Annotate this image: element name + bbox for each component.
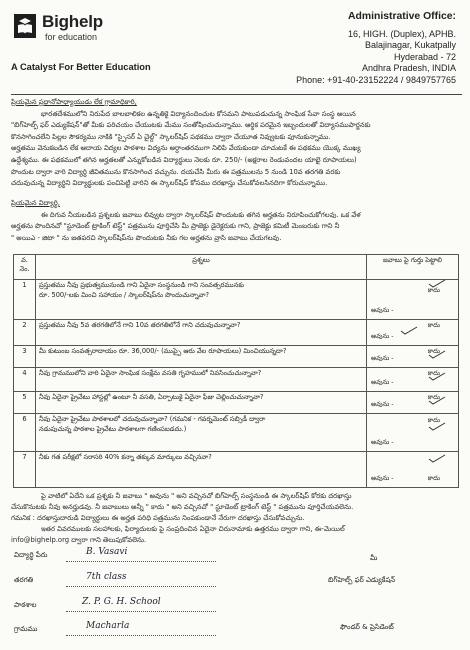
school-line — [66, 610, 216, 612]
student-class-value: 7th class — [86, 572, 127, 582]
intro-line: చదువుచున్న విద్యార్థిని విద్యార్థులకు పంచిపెట్టి వారిని ఈ స్కాలర్‌షిప్ కోసము దరఖాస్తు చేసుకోవలసినదిగా కోరుచున్నాము. — [11, 179, 328, 188]
question-text: నడుపుచున్న పాఠశాల ప్రైవేటు పాఠశాలగా గణింపబడదు.) — [39, 424, 187, 433]
brand-name: Bighelp — [42, 12, 103, 31]
no-option: కాదు — [427, 369, 440, 378]
question-cell — [36, 280, 367, 319]
intro-line: భారతదేశములోని నిరుపేద బాలబాలికల ఉన్నతికై విద్యానందించుట కోసమని పాటుపడుచున్న సాంఘిక సేవా సంస్థ అయిన — [41, 109, 356, 118]
header-divider — [11, 94, 462, 95]
table-row — [14, 280, 459, 319]
row-number: 7 — [14, 452, 36, 488]
table-row — [14, 319, 459, 345]
closing-line: చేసుకొనుటకు నీవు అనర్హుడవు. నీ జవాబులు అన్నీ " కాదు " అని వచ్చినచో " స్టూడెంట్ ట్రాకింగ్ టెస్ట్ " పత్రమును పూర్తిచేయవలెను. — [11, 503, 354, 511]
tagline: A Catalyst For Better Education — [11, 62, 151, 72]
question-cell — [36, 452, 367, 488]
intro-line: పొందుట ద్వారా వారి విద్యార్థి జీవితమును కొనసాగించ వచ్చును. దయచేసి మీరు ఈ పత్రములను 5 నుండి 10వ తరగతి వరకు — [11, 167, 341, 176]
question-text: నీవు ఏదైనా ప్రైవేటు హాస్టల్లో ఉంటూ నీ వసతి, ఏర్పాటుకై ఏదైనా ఫీజు చెల్లించుచున్నావా? — [39, 393, 264, 402]
student-line: " అయిఎ - జిటా " ను జతపరచి స్కాలర్‌షిప్‌ను పొందుటకు నీకు గల అర్హతను వ్రాసి జవాబు చేయగలవు. — [11, 233, 282, 242]
closing-line: గమనిక : దరఖాస్తుదారుడి విద్యార్థులు ఈ అర్హత పరిధి పత్రమును నింపకుండానే నేరుగా దరఖాస్తు చేసుకోవచ్చును. — [11, 514, 305, 522]
col-question-header: ప్రశ్నలు — [36, 255, 367, 280]
sign-top: మీ — [370, 554, 378, 562]
intro-line: "బిగ్‌హెల్ప్ ఫర్ ఎడ్యుకేషన్"తో మీకు పరిచయం చేయుటకు మేము సంతోషించుచున్నాము. ఆర్థిక పరమైన ఇబ్బందులతో విద్యాసముపార్జనకు — [11, 121, 371, 130]
question-text: మీ కుటుంబ సంవత్సరాదాయం రూ. 36,000/- (ముప్పై ఆరు వేల రూపాయలు) మించియున్నదా? — [39, 346, 287, 355]
checkmark-icon — [428, 280, 446, 289]
student-school-value: Z. P. G. H. School — [82, 597, 161, 607]
row-number: 1 — [14, 280, 36, 319]
table-row — [14, 452, 459, 488]
brand-subtitle: for education — [45, 32, 98, 42]
yes-option: అవును - — [371, 438, 394, 447]
question-text: నీవు ఏదైనా ప్రైవేటు పాఠశాలలో చదువుచున్నావా? (గమనిక - గవర్నమెంట్ సబ్సిడీ ద్వారా — [39, 414, 266, 423]
student-line: అర్హతను పొందినచో "స్టూడెంట్ ట్రాకింగ్ టెస్ట్" పత్రమును పూర్తిచేసి మీ ప్రాజెక్టు డైరెక్టరుకు గాని, ప్రాజెక్టు కమిటీ మెంబరుకు గాని నీ — [11, 222, 340, 231]
question-cell — [36, 345, 367, 368]
office-phone: Phone: +91-40-23152224 / 9849757765 — [296, 74, 456, 85]
yes-option: అవును - — [371, 331, 394, 340]
yes-option: అవును - — [371, 378, 394, 387]
no-option: కాదు — [427, 474, 440, 482]
field-label-name: విద్యార్థి పేరు — [14, 551, 48, 559]
question-text: ప్రస్తుతము నీవు ప్రభుత్వమునుండి గాని ఏదైనా సంస్థనుండి గాని సంవత్సరమునకు — [39, 281, 245, 290]
class-line — [66, 585, 216, 587]
checkmark-icon — [428, 454, 446, 463]
yes-option: అవును - — [371, 474, 394, 482]
no-option: కాదు — [427, 346, 440, 355]
office-line: Andhra Pradesh, INDIA — [361, 63, 456, 74]
field-label-village: గ్రామము — [14, 625, 38, 633]
eligibility-table — [13, 254, 459, 488]
office-line: 16, HIGH. (Duplex), APHB. — [347, 29, 456, 39]
sign-title: ఫౌండర్ & ప్రెసిడెంట్ — [340, 623, 394, 631]
intro-line: అర్హతము వెనుకబడిన లేక ఆదాయ విద్యల పాఠశాల విద్యను అర్ధాంతరముగా నిలిపి వేయకుండా చూచుటకే ఈ పథకము యొక్క ముఖ్య — [11, 144, 361, 153]
field-label-school: పాఠశాల — [14, 601, 37, 609]
office-address — [296, 11, 456, 86]
intro-line: ఉద్దేశ్యము. ఈ పథకములో తగిన అర్హతలతో ఎన్నుకోబడిన విద్యార్థులు నెలకు రూ. 250/- (అక్షరాల రెండువందల యాభై రూపాయలు) — [11, 155, 357, 164]
row-number: 2 — [14, 319, 36, 345]
answer-cell — [367, 368, 459, 392]
sign-organization: బిగ్‌హెల్ప్ ఫర్ ఎడ్యుకేషన్ — [328, 576, 396, 584]
office-title: Administrative Office: — [348, 11, 456, 22]
answer-cell — [367, 280, 459, 319]
checkmark-icon — [428, 422, 446, 431]
student-name-value: B. Vasavi — [86, 547, 128, 557]
student-village-value: Macharla — [86, 621, 130, 631]
student-salutation: ప్రియమైన విద్యార్థి, — [11, 199, 60, 207]
row-number: 3 — [14, 345, 36, 368]
yes-option: అవును - — [371, 354, 394, 363]
question-text: రూ. 500/-లకు మించి సహాయం / స్కాలర్‌షిప్‌ను పొందుచున్నావా? — [39, 291, 210, 300]
question-text: ప్రస్తుతము నీవు 5వ తరగతిలోనే గాని 10వ తరగతిలోనే గాని చదువుచున్నావా? — [39, 320, 241, 329]
row-number: 4 — [14, 368, 36, 392]
row-number: 5 — [14, 392, 36, 414]
intro-salutation: ప్రియమైన ప్రధానోపాధ్యాయుడు లేక గ్రామాధికారి, — [11, 98, 137, 106]
yes-option: అవును - — [371, 305, 394, 314]
answer-cell — [367, 345, 459, 368]
field-label-class: తరగతి — [14, 576, 34, 584]
answer-cell — [367, 413, 459, 451]
closing-line: ఇతర వివరములకు సలహాలకు, ఫిర్యాదులకు పై సంప్రదించిన ఏదైనా చిరునామాకు ఉత్తరము ద్వారా గాని, ఈ-మెయిల్ — [41, 525, 345, 533]
no-option: కాదు — [427, 320, 440, 329]
col-answer-header: జవాబు పై గుర్తు పెట్టాలి — [367, 255, 459, 280]
answer-cell — [367, 392, 459, 414]
bighelp-logo-icon — [14, 14, 36, 38]
office-line: Balajinagar, Kukatpally — [364, 40, 456, 51]
closing-line: పై వాటిలో ఏదేని ఒక ప్రశ్నకు నీ జవాబు " అవును " అని వచ్చినచో బిగ్‌హెల్ప్ సంస్థనుండి ఈ స్కాలర్‌షిప్ కోరకు దరఖాస్తు — [41, 492, 352, 500]
intro-paragraph — [11, 97, 461, 190]
col-number-header: వ. నెం. — [14, 255, 36, 280]
no-option: కాదు — [427, 286, 440, 295]
student-line: ఈ దిగువ నీయబడిన ప్రశ్నలకు జవాబు లివ్వుట ద్వారా స్కాలర్‌షిప్ పొందుటకు తగిన అర్హతను నిరూపించుకోగలవు. ఒక వేళ — [41, 210, 361, 219]
table-row — [14, 345, 459, 368]
question-cell — [36, 392, 367, 414]
checkmark-icon — [400, 326, 418, 335]
question-cell — [36, 319, 367, 345]
table-row — [14, 392, 459, 414]
closing-paragraph — [11, 491, 461, 546]
yes-option: అవును - — [371, 399, 394, 408]
table-row — [14, 368, 459, 392]
checkmark-icon — [428, 350, 446, 359]
question-cell — [36, 368, 367, 392]
checkmark-icon — [428, 372, 446, 381]
closing-email-line: info@bighelp.org ద్వారా గాని తెలుపుకోవలెను. — [11, 536, 147, 544]
row-number: 6 — [14, 413, 36, 451]
table-row — [14, 413, 459, 451]
no-option: కాదు — [427, 393, 440, 402]
question-text: నీవు గ్రామములోని వారి ఏదైనా సాంఘిక సంక్షేమ వసతి గృహములో నివసించుచున్నావా? — [39, 369, 262, 378]
name-line — [66, 560, 216, 562]
answer-cell — [367, 452, 459, 488]
office-line: Hyderabad - 72 — [393, 51, 456, 62]
village-line — [66, 634, 216, 636]
no-option: కాదు — [427, 415, 440, 424]
answer-cell — [367, 319, 459, 345]
checkmark-icon — [428, 396, 446, 405]
intro-line: కొనసాగించలేని పిల్లల సౌకర్యము నాకికి "స్పైసర్ ఏ చైల్డ్" స్కాలర్‌షిప్ పథకము ద్వారా చేయూత నివ్వుటకు పూనుకున్నాము. — [11, 132, 331, 141]
student-paragraph — [11, 198, 461, 244]
question-cell — [36, 413, 367, 451]
question-text: నీకు గత పరీక్షలో సరాసరి 40% కన్నా తక్కువ మార్కులు వచ్చినవా? — [39, 453, 212, 462]
table-header-row — [14, 255, 459, 280]
